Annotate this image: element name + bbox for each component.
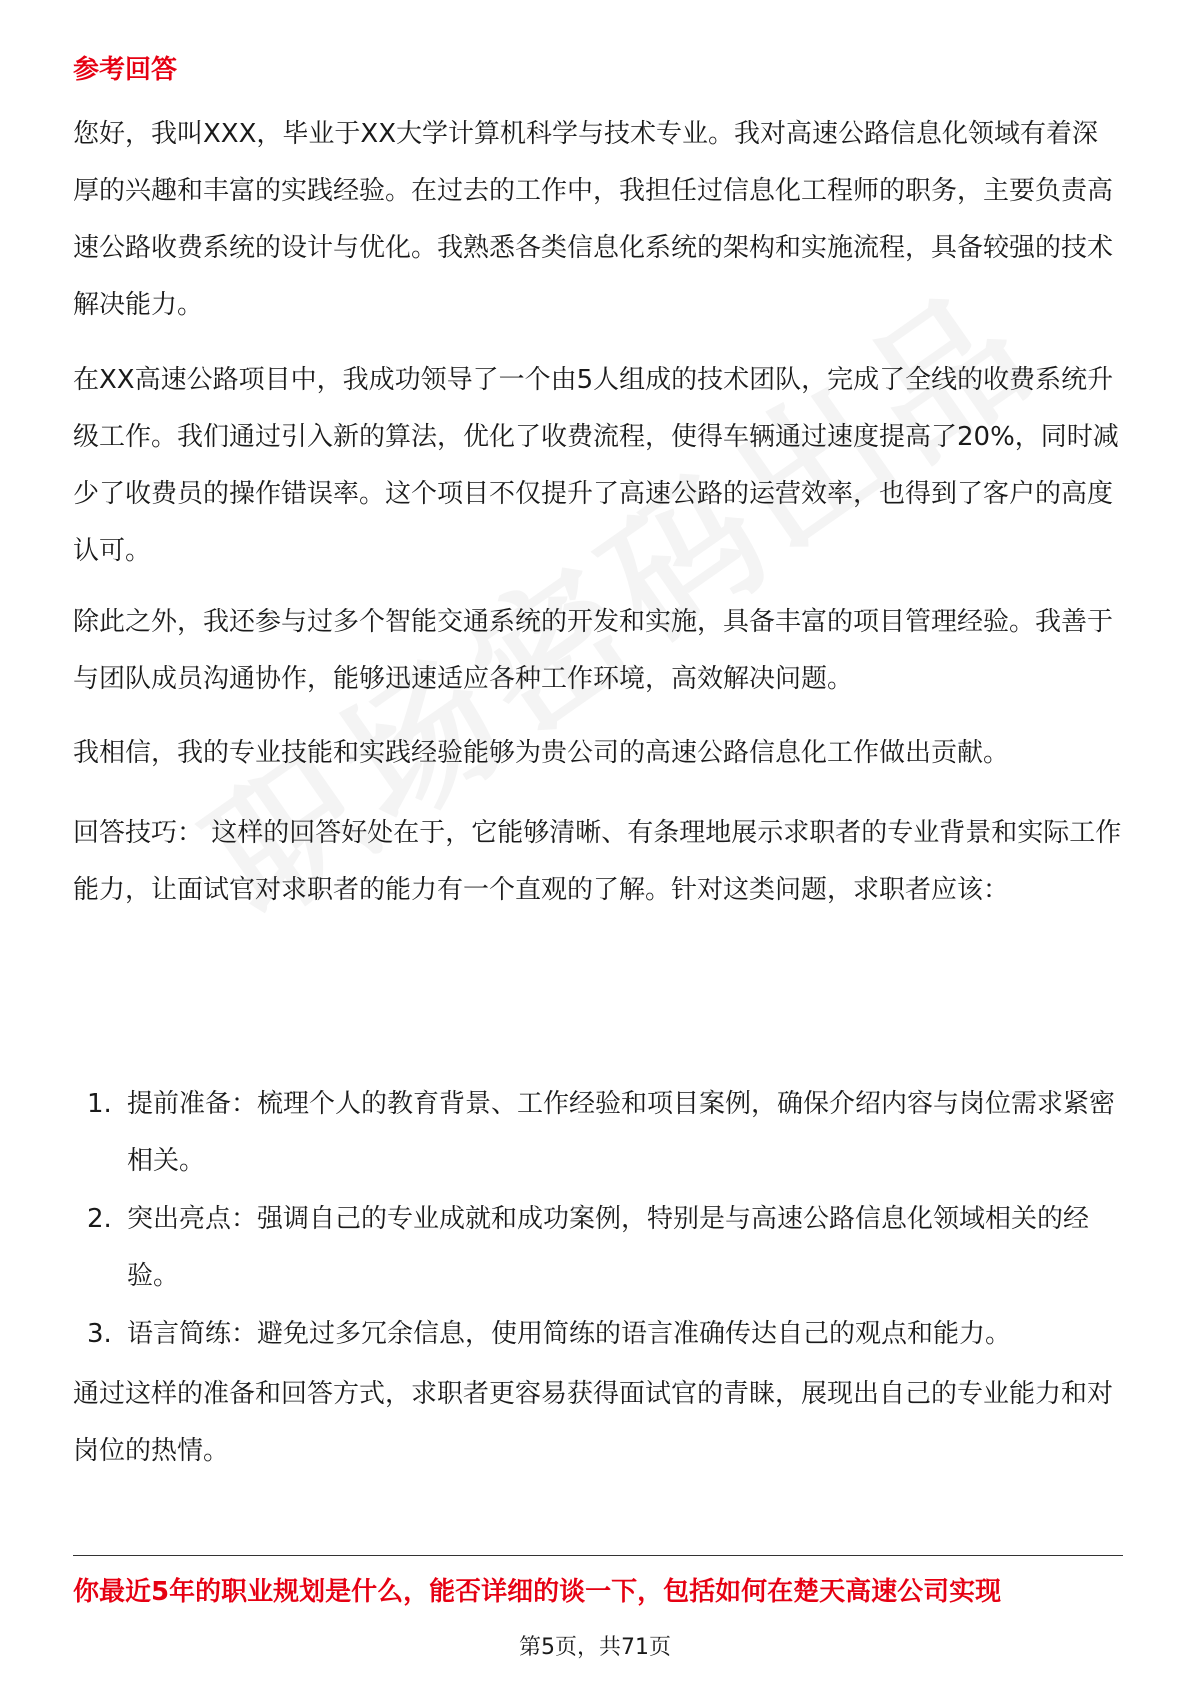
list-item <box>73 1191 1123 1305</box>
list-item-text: 突出亮点：强调自己的专业成就和成功案例，特别是与高速公路信息化领域相关的经验。 <box>127 1204 1090 1291</box>
answer-paragraph-3: 除此之外，我还参与过多个智能交通系统的开发和实施，具备丰富的项目管理经验。我善于与团队成员沟通协作，能够迅速适应各种工作环境，高效解决问题。 <box>73 607 1114 694</box>
list-item-text: 提前准备：梳理个人的教育背景、工作经验和项目案例，确保介绍内容与岗位需求紧密相关。 <box>127 1089 1116 1176</box>
answer-paragraph-1: 您好，我叫XXX，毕业于XX大学计算机科学与技术专业。我对高速公路信息化领域有着深厚的兴趣和丰富的实践经验。在过去的工作中，我担任过信息化工程师的职务，主要负责高速公路收费系统的设计与优化。我熟悉各类信息化系统的架构和实施流程，具备较强的技术解决能力。 <box>73 119 1114 320</box>
divider <box>73 1555 1123 1556</box>
page-number-footer: 第5页，共71页 <box>519 1635 671 1660</box>
list-item-text: 语言简练：避免过多冗余信息，使用简练的语言准确传达自己的观点和能力。 <box>127 1319 1012 1349</box>
closing-paragraph: 通过这样的准备和回答方式，求职者更容易获得面试官的青睐，展现出自己的专业能力和对岗位的热情。 <box>73 1379 1114 1466</box>
list-item <box>73 1076 1123 1190</box>
tips-list <box>73 1076 1123 1364</box>
answer-paragraph-2: 在XX高速公路项目中，我成功领导了一个由5人组成的技术团队，完成了全线的收费系统升级工作。我们通过引入新的算法，优化了收费流程，使得车辆通过速度提高了20%，同时减少了收费员的操作错误率。这个项目不仅提升了高速公路的运营效率，也得到了客户的高度认可。 <box>73 365 1119 566</box>
answer-paragraph-4: 我相信，我的专业技能和实践经验能够为贵公司的高速公路信息化工作做出贡献。 <box>73 738 1010 768</box>
section-title: 参考回答 <box>73 55 178 85</box>
answer-tips-intro: 回答技巧： 这样的回答好处在于，它能够清晰、有条理地展示求职者的专业背景和实际工作能力，让面试官对求职者的能力有一个直观的了解。针对这类问题，求职者应该： <box>73 818 1122 905</box>
list-item-number: 2. <box>87 1204 112 1234</box>
list-item-number: 3. <box>87 1319 112 1349</box>
next-question-heading: 你最近5年的职业规划是什么，能否详细的谈一下，包括如何在楚天高速公司实现 <box>73 1577 1002 1607</box>
list-item-number: 1. <box>87 1089 112 1119</box>
list-item <box>73 1306 1123 1363</box>
